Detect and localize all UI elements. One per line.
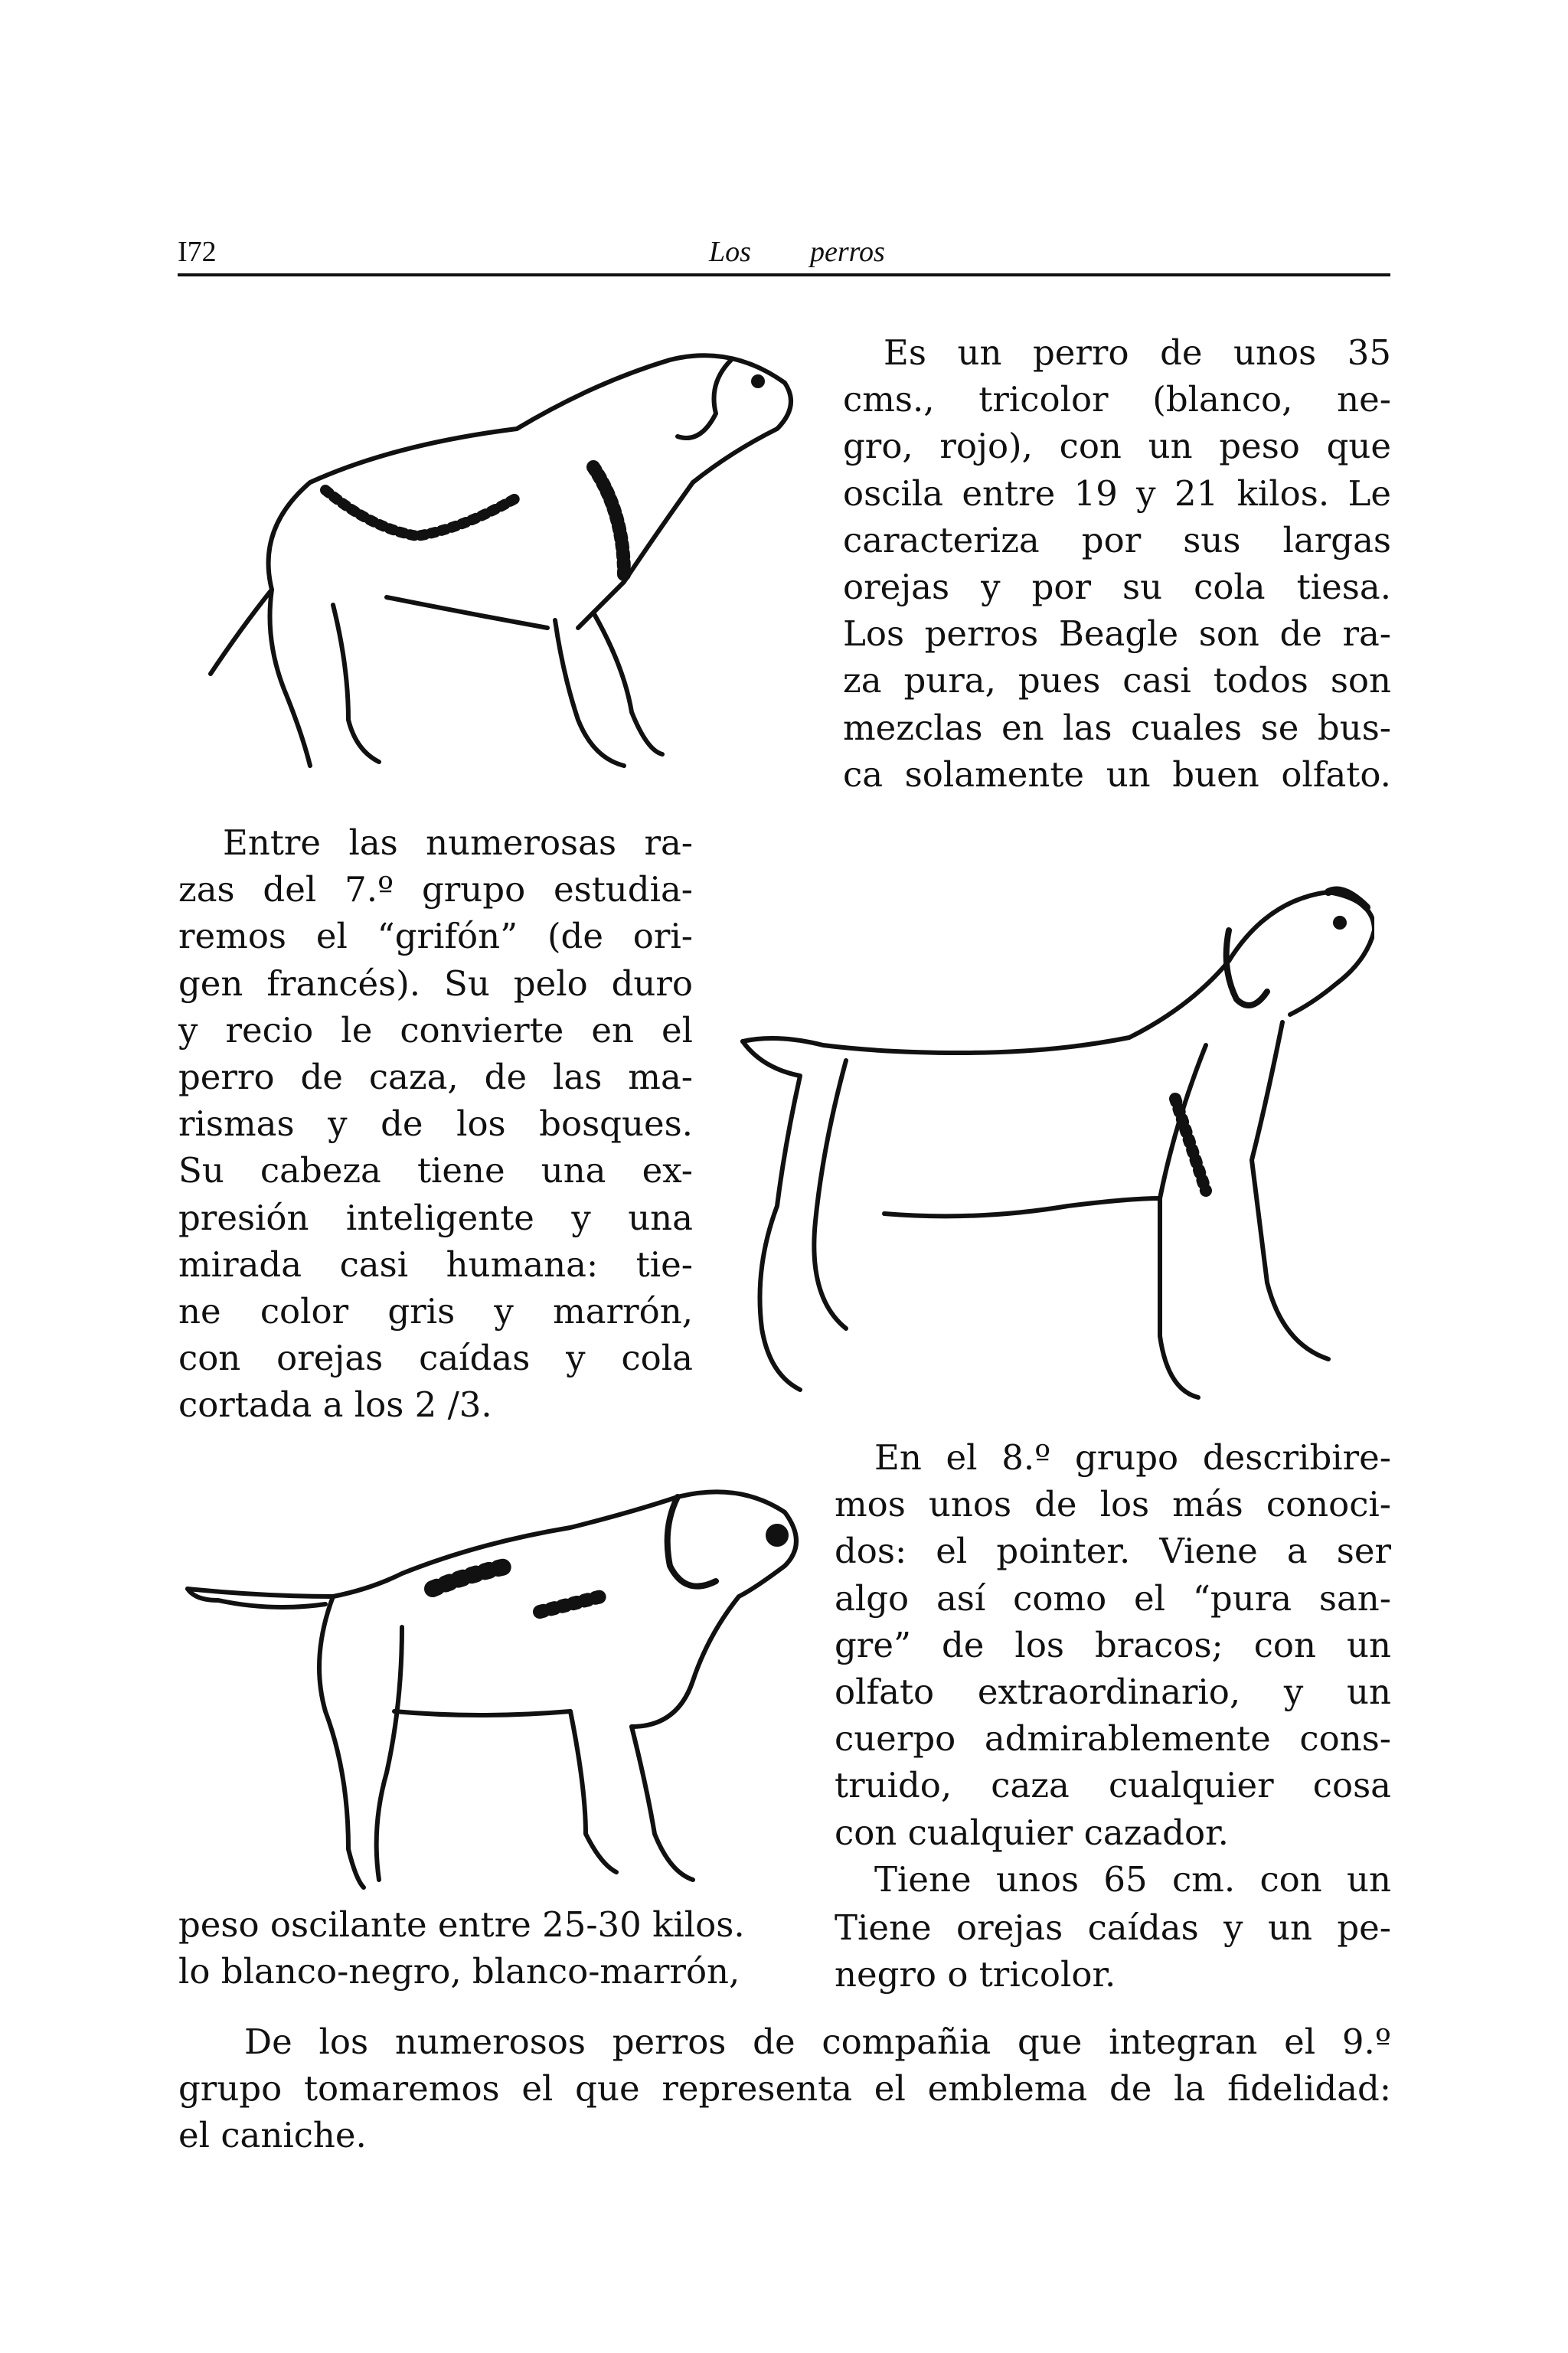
grifon-line: rismas y de los bosques. [178,1103,693,1145]
grifon-line: mirada casi humana: tie- [178,1243,693,1285]
grifon-line: ne color gris y marrón, [178,1291,693,1332]
running-title-b: perros [810,236,885,268]
beagle-line: za pura, pues casi todos son [843,660,1391,701]
beagle-paragraph [843,329,1391,798]
grifon-line: cortada a los 2 /3. [178,1384,492,1426]
grifon-line: gen francés). Su pelo duro [178,962,693,1004]
beagle-line: Los perros Beagle son de ra- [843,613,1391,655]
grifon-line: Entre las numerosas ra- [223,822,693,863]
header-rule [178,273,1390,276]
beagle-line: mezclas en las cuales se bus- [843,707,1391,748]
beagle-line: ca solamente un buen olfato. [843,753,1391,795]
grifon-line: Su cabeza tiene una ex- [178,1150,693,1191]
pointer-line: dos: el pointer. Viene a ser [835,1531,1391,1572]
bottom-right-line: negro o tricolor. [835,1954,1116,1995]
closing-line: el caniche. [178,2115,367,2156]
pointer-illustration [172,1482,831,1895]
grifon-line: con orejas caídas y cola [178,1338,693,1379]
beagle-illustration [195,337,823,781]
pointer-line: En el 8.º grupo describire- [874,1437,1391,1478]
closing-line: De los numerosos perros de compañia que integran el 9.º [244,2021,1391,2062]
beagle-line: gro, rojo), con un peso que [843,426,1391,467]
grifon-line: presión inteligente y una [178,1197,693,1238]
closing-paragraph [178,2018,1391,2159]
grifon-line: perro de caza, de las ma- [178,1057,693,1098]
grifon-line: y recio le convierte en el [178,1009,693,1051]
grifon-line: remos el “grifón” (de ori- [178,916,693,957]
pointer-line: olfato extraordinario, y un [835,1672,1391,1713]
page-number: I72 [178,236,217,268]
pointer-line: mos unos de los más conoci- [835,1484,1391,1525]
grifon-paragraph [178,819,693,1429]
grifon-illustration [731,869,1374,1420]
running-title-a: Los [709,236,751,268]
beagle-line: orejas y por su cola tiesa. [843,567,1391,608]
grifon-line: zas del 7.º grupo estudia- [178,869,693,910]
pointer-line: gre” de los bracos; con un [835,1624,1391,1665]
pointer-line: algo así como el “pura san- [835,1577,1391,1619]
beagle-line: cms., tricolor (blanco, ne- [843,379,1391,420]
beagle-line: Es un perro de unos 35 [884,332,1391,373]
pointer-line: con cualquier cazador. [835,1812,1229,1853]
closing-line: grupo tomaremos el que representa el emblema de la fidelidad: [178,2068,1391,2110]
pointer-paragraph [835,1434,1391,1903]
bottom-right-line: Tiene orejas caídas y un pe- [835,1907,1391,1948]
pointer-line: truido, caza cualquier cosa [835,1765,1391,1806]
bottom-right-block [835,1904,1391,1998]
pointer-line: cuerpo admirablemente cons- [835,1718,1391,1760]
bottom-left-line: peso oscilante entre 25-30 kilos. [178,1904,745,1945]
pointer-line: Tiene unos 65 cm. con un [874,1858,1391,1900]
beagle-line: oscila entre 19 y 21 kilos. Le [843,472,1391,514]
beagle-line: caracteriza por sus largas [843,519,1391,560]
bottom-left-line: lo blanco-negro, blanco-marrón, [178,1951,740,1992]
